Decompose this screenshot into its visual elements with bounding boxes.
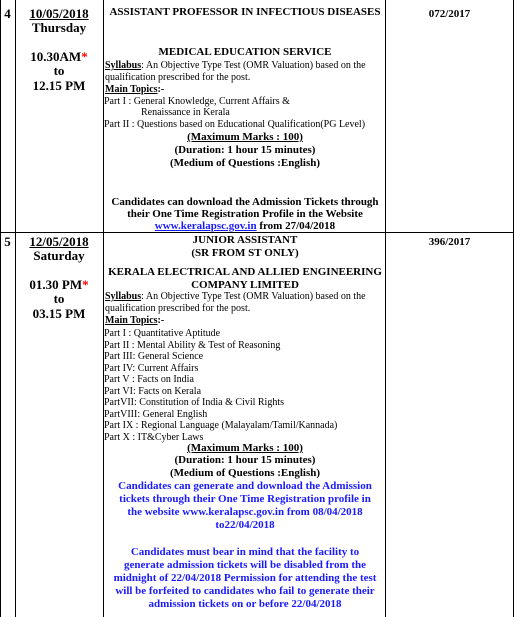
exam-time-to: to bbox=[53, 63, 65, 78]
topic-item: PartVII: Constitution of India & Civil Rights bbox=[104, 397, 284, 408]
admission-notice: Candidates can download the Admission Tickets through bbox=[111, 196, 379, 208]
max-marks: (Maximum Marks : 100) bbox=[187, 442, 303, 454]
post-title: ASSISTANT PROFESSOR IN INFECTIOUS DISEASES bbox=[109, 6, 381, 18]
main-topics-heading: Main Topics:- bbox=[105, 315, 165, 326]
admission-notice: www.keralapsc.gov.in from 27/04/2018 bbox=[154, 220, 336, 232]
topic-item: Part IV: Current Affairs bbox=[104, 362, 199, 374]
exam-time-start: 10.30AM* bbox=[30, 49, 88, 64]
duration: (Duration: 1 hour 15 minutes) bbox=[174, 454, 316, 466]
topic-item: Part I : Quantitative Aptitude bbox=[104, 328, 221, 339]
exam-date: 12/05/2018 bbox=[29, 234, 89, 249]
category-number: 072/2017 bbox=[428, 8, 471, 20]
exam-time-to: to bbox=[53, 291, 65, 306]
category-number: 396/2017 bbox=[428, 236, 471, 248]
syllabus-label: Syllabus bbox=[105, 291, 142, 302]
topic-item: Part II : Questions based on Educational Qualification(PG Level) bbox=[104, 119, 366, 130]
admission-notice: their One Time Registration Profile in the Website bbox=[127, 208, 363, 220]
syllabus-text: Syllabus: An Objective Type Test (OMR Valuation) based on the qualification prescribed for the post. bbox=[105, 60, 366, 83]
topic-item: Part III: General Science bbox=[104, 351, 204, 362]
topic-item: Renaissance in Kerala bbox=[141, 107, 230, 118]
exam-time-end: 12.15 PM bbox=[32, 78, 86, 93]
topic-item: Part V : Facts on India bbox=[104, 374, 194, 385]
website-link[interactable]: www.keralapsc.gov.in bbox=[154, 220, 257, 232]
syllabus-label: Syllabus bbox=[105, 60, 142, 71]
medium: (Medium of Questions :English) bbox=[169, 467, 321, 479]
topic-item: Part X : IT&Cyber Laws bbox=[104, 431, 204, 443]
topic-item: Part II : Mental Ability & Test of Reasoning bbox=[104, 339, 281, 351]
row-number: 5 bbox=[4, 234, 11, 249]
table-col-divider-3 bbox=[385, 0, 386, 617]
exam-day: Saturday bbox=[33, 248, 85, 263]
duration: (Duration: 1 hour 15 minutes) bbox=[174, 144, 316, 156]
department-name: MEDICAL EDUCATION SERVICE bbox=[158, 46, 332, 58]
table-col-divider-2 bbox=[103, 0, 104, 617]
exam-time-start: 01.30 PM* bbox=[29, 277, 89, 292]
medium: (Medium of Questions :English) bbox=[169, 157, 321, 169]
asterisk-mark: * bbox=[81, 49, 88, 64]
topic-item: Part VI: Facts on Kerala bbox=[104, 385, 202, 397]
post-subtitle: (SR FROM ST ONLY) bbox=[191, 247, 299, 259]
post-title: JUNIOR ASSISTANT bbox=[192, 234, 298, 246]
topic-item: Part I : General Knowledge, Current Affairs & bbox=[104, 96, 290, 107]
row-number: 4 bbox=[4, 6, 11, 21]
admission-generate-notice: Candidates can generate and download the Admission tickets through their One Time Registration profile in the website www.keralapsc.gov.in from 08/04/2018 to22/04/2018 bbox=[118, 480, 372, 531]
asterisk-mark: * bbox=[82, 277, 89, 292]
exam-day: Thursday bbox=[31, 20, 87, 35]
department-name: KERALA ELECTRICAL AND ALLIED ENGINEERING COMPANY LIMITED bbox=[108, 266, 382, 291]
topic-item: PartVIII: General English bbox=[104, 408, 208, 420]
syllabus-text: Syllabus: An Objective Type Test (OMR Valuation) based on the qualification prescribed for the post. bbox=[105, 291, 366, 314]
exam-date: 10/05/2018 bbox=[29, 6, 89, 21]
topic-item: Part IX : Regional Language (Malayalam/Tamil/Kannada) bbox=[104, 420, 338, 431]
topic-list bbox=[104, 328, 337, 443]
table-border-left bbox=[0, 0, 1, 617]
admission-deadline-notice: Candidates must bear in mind that the facility to generate admission tickets will be disabled from the midnight of 22/04/2018 Permission for attending the test will be forfeited to candidates who fail to generate their admission tickets on or before 22/04/2018 bbox=[113, 546, 377, 610]
main-topics-heading: Main Topics:- bbox=[105, 84, 165, 95]
exam-time-end: 03.15 PM bbox=[32, 306, 86, 321]
max-marks: (Maximum Marks : 100) bbox=[187, 131, 303, 143]
